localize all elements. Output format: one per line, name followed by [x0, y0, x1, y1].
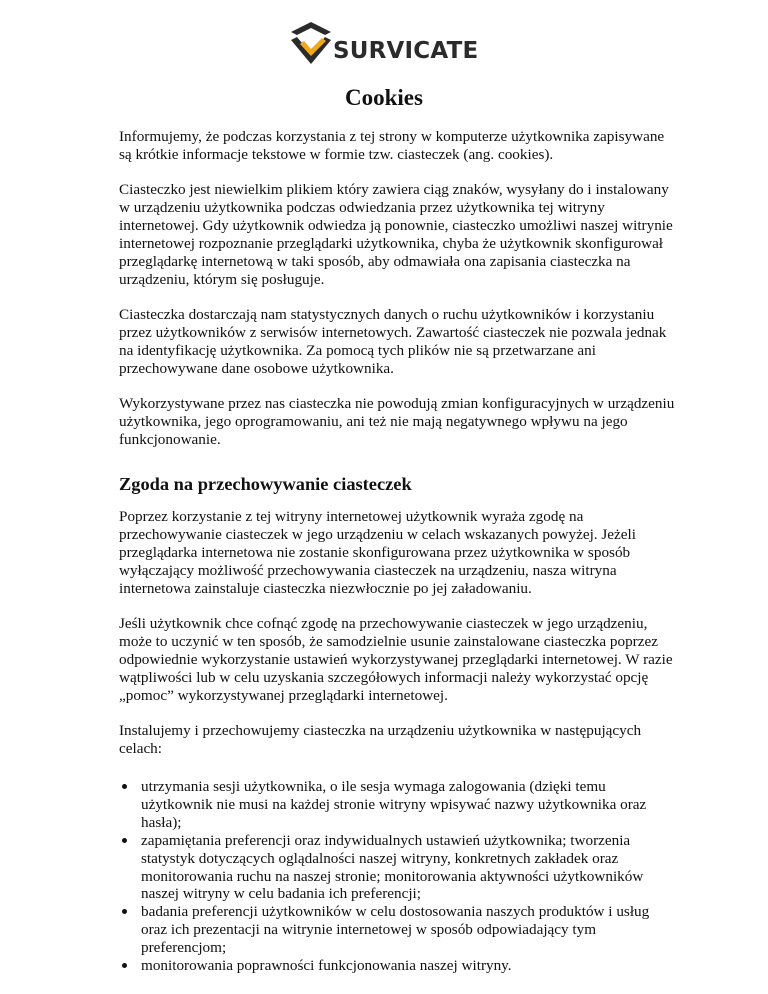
intro-paragraph-3: Ciasteczka dostarczają nam statystycznych danych o ruchu użytkowników i korzystaniu przez użytkowników z serwisów internetowych. Zawartość ciasteczek nie pozwala jednak na identyfikację użytkownika. Za pomocą tych plików nie są przetwarzane ani przechowywane dane osobowe użytkownika.	[119, 306, 667, 377]
list-item	[141, 957, 679, 975]
consent-paragraph-1: Poprzez korzystanie z tej witryny internetowej użytkownik wyraża zgodę na przechowywanie ciasteczek w jego urządzeniu w celach wskazanych powyżej. Jeżeli przeglądarka internetowa nie zostanie skonfigurowana przez użytkownika w sposób wyłączający możliwość przechowywania ciasteczek na urządzeniu, nasza witryna internetowa zainstaluje ciasteczka niezwłocznie po jej załadowaniu.	[119, 508, 636, 597]
list-item	[141, 778, 679, 832]
list-item-text: badania preferencji użytkowników w celu dostosowania naszych produktów i usług oraz ich prezentacji na witrynie internetowej w sposób odpowiadający tym preferencjom;	[141, 903, 650, 957]
list-item-text: utrzymania sesji użytkownika, o ile sesja wymaga zalogowania (dzięki temu użytkownik nie musi na każdej stronie witryny wpisywać nazwy użytkownika oraz hasła);	[141, 777, 647, 831]
survicate-logo-icon	[287, 18, 335, 68]
intro-paragraph-4: Wykorzystywane przez nas ciasteczka nie powodują zmian konfiguracyjnych w urządzeniu użytkownika, jego oprogramowaniu, ani też nie mają negatywnego wpływu na jego funkcjonowanie.	[119, 395, 675, 449]
list-item-text: zapamiętania preferencji oraz indywidualnych ustawień użytkownika; tworzenia statystyk dotyczących oglądalności naszej witryny, konkretnych zakładek oraz monitorowania ruchu na naszej stronie; monitorowania aktywności użytkowników naszej witryny w celu badania ich preferencji;	[141, 831, 644, 903]
list-item	[141, 903, 679, 957]
section-heading-consent: Zgoda na przechowywanie ciasteczek	[119, 474, 412, 495]
purposes-list	[119, 778, 679, 975]
list-item-text: monitorowania poprawności funkcjonowania naszej witryny.	[141, 957, 512, 975]
consent-paragraph-2: Jeśli użytkownik chce cofnąć zgodę na przechowywanie ciasteczek w jego urządzeniu, może to uczynić w ten sposób, że samodzielnie usunie zainstalowane ciasteczka poprzez odpowiednie wykorzystanie ustawień wykorzystywanej przeglądarki internetowej. W razie wątpliwości lub w celu uzyskania szczegółowych informacji należy wykorzystać opcję „pomoc” wykorzystywanej przeglądarki internetowej.	[119, 615, 673, 704]
consent-paragraph-3: Instalujemy i przechowujemy ciasteczka na urządzeniu użytkownika w następujących celach:	[119, 722, 642, 758]
bullet-icon	[122, 784, 127, 789]
list-item	[141, 832, 679, 904]
document-body	[119, 128, 679, 975]
intro-paragraph-1: Informujemy, że podczas korzystania z tej strony w komputerze użytkownika zapisywane są krótkie informacje tekstowe w formie tzw. ciasteczek (ang. cookies).	[119, 128, 665, 163]
bullet-icon	[122, 909, 127, 914]
bullet-icon	[122, 838, 127, 843]
intro-paragraph-2: Ciasteczko jest niewielkim plikiem który zawiera ciąg znaków, wysyłany do i instalowany w urządzeniu użytkownika podczas odwiedzania przez użytkownika tej witryny internetowej. Gdy użytkownik odwiedza ją ponownie, ciasteczko umożliwi naszej witrynie internetowej rozpoznanie przeglądarki użytkownika, chyba że użytkownik skonfigurował przeglądarkę internetową w taki sposób, aby odmawiała ona zapisania ciasteczka na urządzeniu, którym się posługuje.	[119, 181, 673, 288]
survicate-logo	[287, 18, 479, 68]
bullet-icon	[122, 963, 127, 968]
page-title: Cookies	[345, 85, 423, 110]
logo-wordmark: SURVICATE	[333, 38, 479, 64]
